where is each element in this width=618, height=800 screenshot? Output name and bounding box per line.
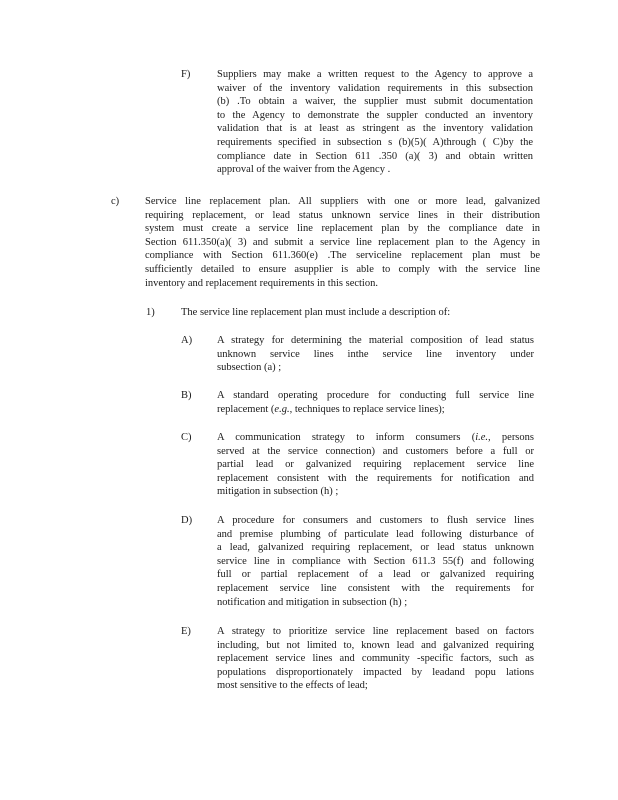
text-line: notification and mitigation in subsection (h) ; [217, 596, 408, 608]
text-run: persons [490, 432, 534, 443]
item-label: C) [181, 432, 192, 443]
text-line: waiver of the inventory validation requirements in this subsection [217, 82, 533, 94]
text-line: and premise plumbing of particulate lead following disturbance of [217, 528, 534, 540]
text-line: partial lead or galvanized requiring replacement service line [217, 459, 534, 471]
text-run: A communication strategy to inform consumers ( [217, 432, 476, 443]
text-line: compliance date in Section 611 .350 (a)( 3) and obtain written [217, 150, 533, 162]
text-line: to the Agency to demonstrate the suppler conducted an inventory [217, 109, 533, 121]
text-line: Section 611.350(a)( 3) and submit a service line replacement plan to the Agency in [145, 236, 540, 248]
text-line: The service line replacement plan must include a description of: [181, 307, 451, 318]
text-line: replacement consistent with the requirements for notification and [217, 472, 534, 484]
item-text [217, 625, 534, 693]
item-text [217, 514, 534, 609]
text-line: Service line replacement plan. All suppliers with one or more lead, galvanized [145, 196, 540, 207]
text-line: (b) .To obtain a waiver, the supplier must submit documentation [217, 96, 533, 108]
item-label: E) [181, 626, 191, 637]
item-text [217, 334, 534, 375]
text-line: full or partial replacement of a lead or galvanized requiring [217, 569, 534, 581]
text-line: service line in compliance with Section 611.3 55(f) and following [217, 555, 534, 567]
item-text [217, 431, 534, 499]
item-label: D) [181, 515, 193, 526]
item-label: 1) [146, 307, 155, 318]
text-line: replacement service line consistent with the requirements for [217, 582, 534, 594]
item-text [217, 389, 534, 416]
text-line: most sensitive to the effects of lead; [217, 680, 368, 692]
text-line [217, 431, 534, 445]
text-line: served at the service connection) and customers before a full or [217, 445, 534, 457]
text-line: a lead, galvanized requiring replacement, or lead status unknown [217, 542, 534, 554]
text-line: sufficiently detailed to ensure asupplier is able to comply with the service line [145, 263, 540, 275]
text-line: requiring replacement, or lead status unknown service lines in their distribution [145, 209, 540, 221]
text-line: requirements specified in subsection s (b)(5)( A)through ( C)by the [217, 136, 533, 148]
text-line: replacement service lines and community -specific factors, such as [217, 653, 534, 665]
item-text [217, 68, 533, 177]
item-label: A) [181, 335, 193, 346]
text-run: replacement ( [217, 403, 275, 415]
italic-abbrev: i.e., [475, 432, 491, 443]
text-line [217, 403, 534, 417]
text-line: validation that is at least as stringent as the inventory validation [217, 123, 533, 135]
text-line: approval of the waiver from the Agency . [217, 164, 391, 176]
text-line: subsection (a) ; [217, 362, 282, 374]
item-text [181, 306, 521, 320]
text-line: compliance with Section 611.360(e) .The serviceline replacement plan must be [145, 250, 540, 262]
item-text [145, 195, 540, 290]
item-label: B) [181, 390, 192, 401]
text-line: A strategy for determining the material composition of lead status [217, 335, 534, 346]
text-run: techniques to replace service lines); [292, 403, 445, 415]
text-line: system must create a service line replacement plan by the compliance date in [145, 223, 540, 235]
text-line: unknown service lines inthe service line inventory under [217, 348, 534, 360]
text-line: mitigation in subsection (h) ; [217, 486, 339, 498]
text-line: A strategy to prioritize service line replacement based on factors [217, 626, 534, 637]
text-line: Suppliers may make a written request to the Agency to approve a [217, 69, 533, 80]
text-line: inventory and replacement requirements in this section. [145, 277, 378, 289]
item-label: c) [111, 196, 120, 207]
item-label: F) [181, 69, 191, 80]
italic-abbrev: e.g., [274, 403, 293, 415]
text-line: populations disproportionately impacted by leadand popu lations [217, 666, 534, 678]
text-line: A standard operating procedure for conducting full service line [217, 390, 534, 401]
text-line: A procedure for consumers and customers to flush service lines [217, 515, 534, 526]
text-line: including, but not limited to, known lead and galvanized requiring [217, 639, 534, 651]
